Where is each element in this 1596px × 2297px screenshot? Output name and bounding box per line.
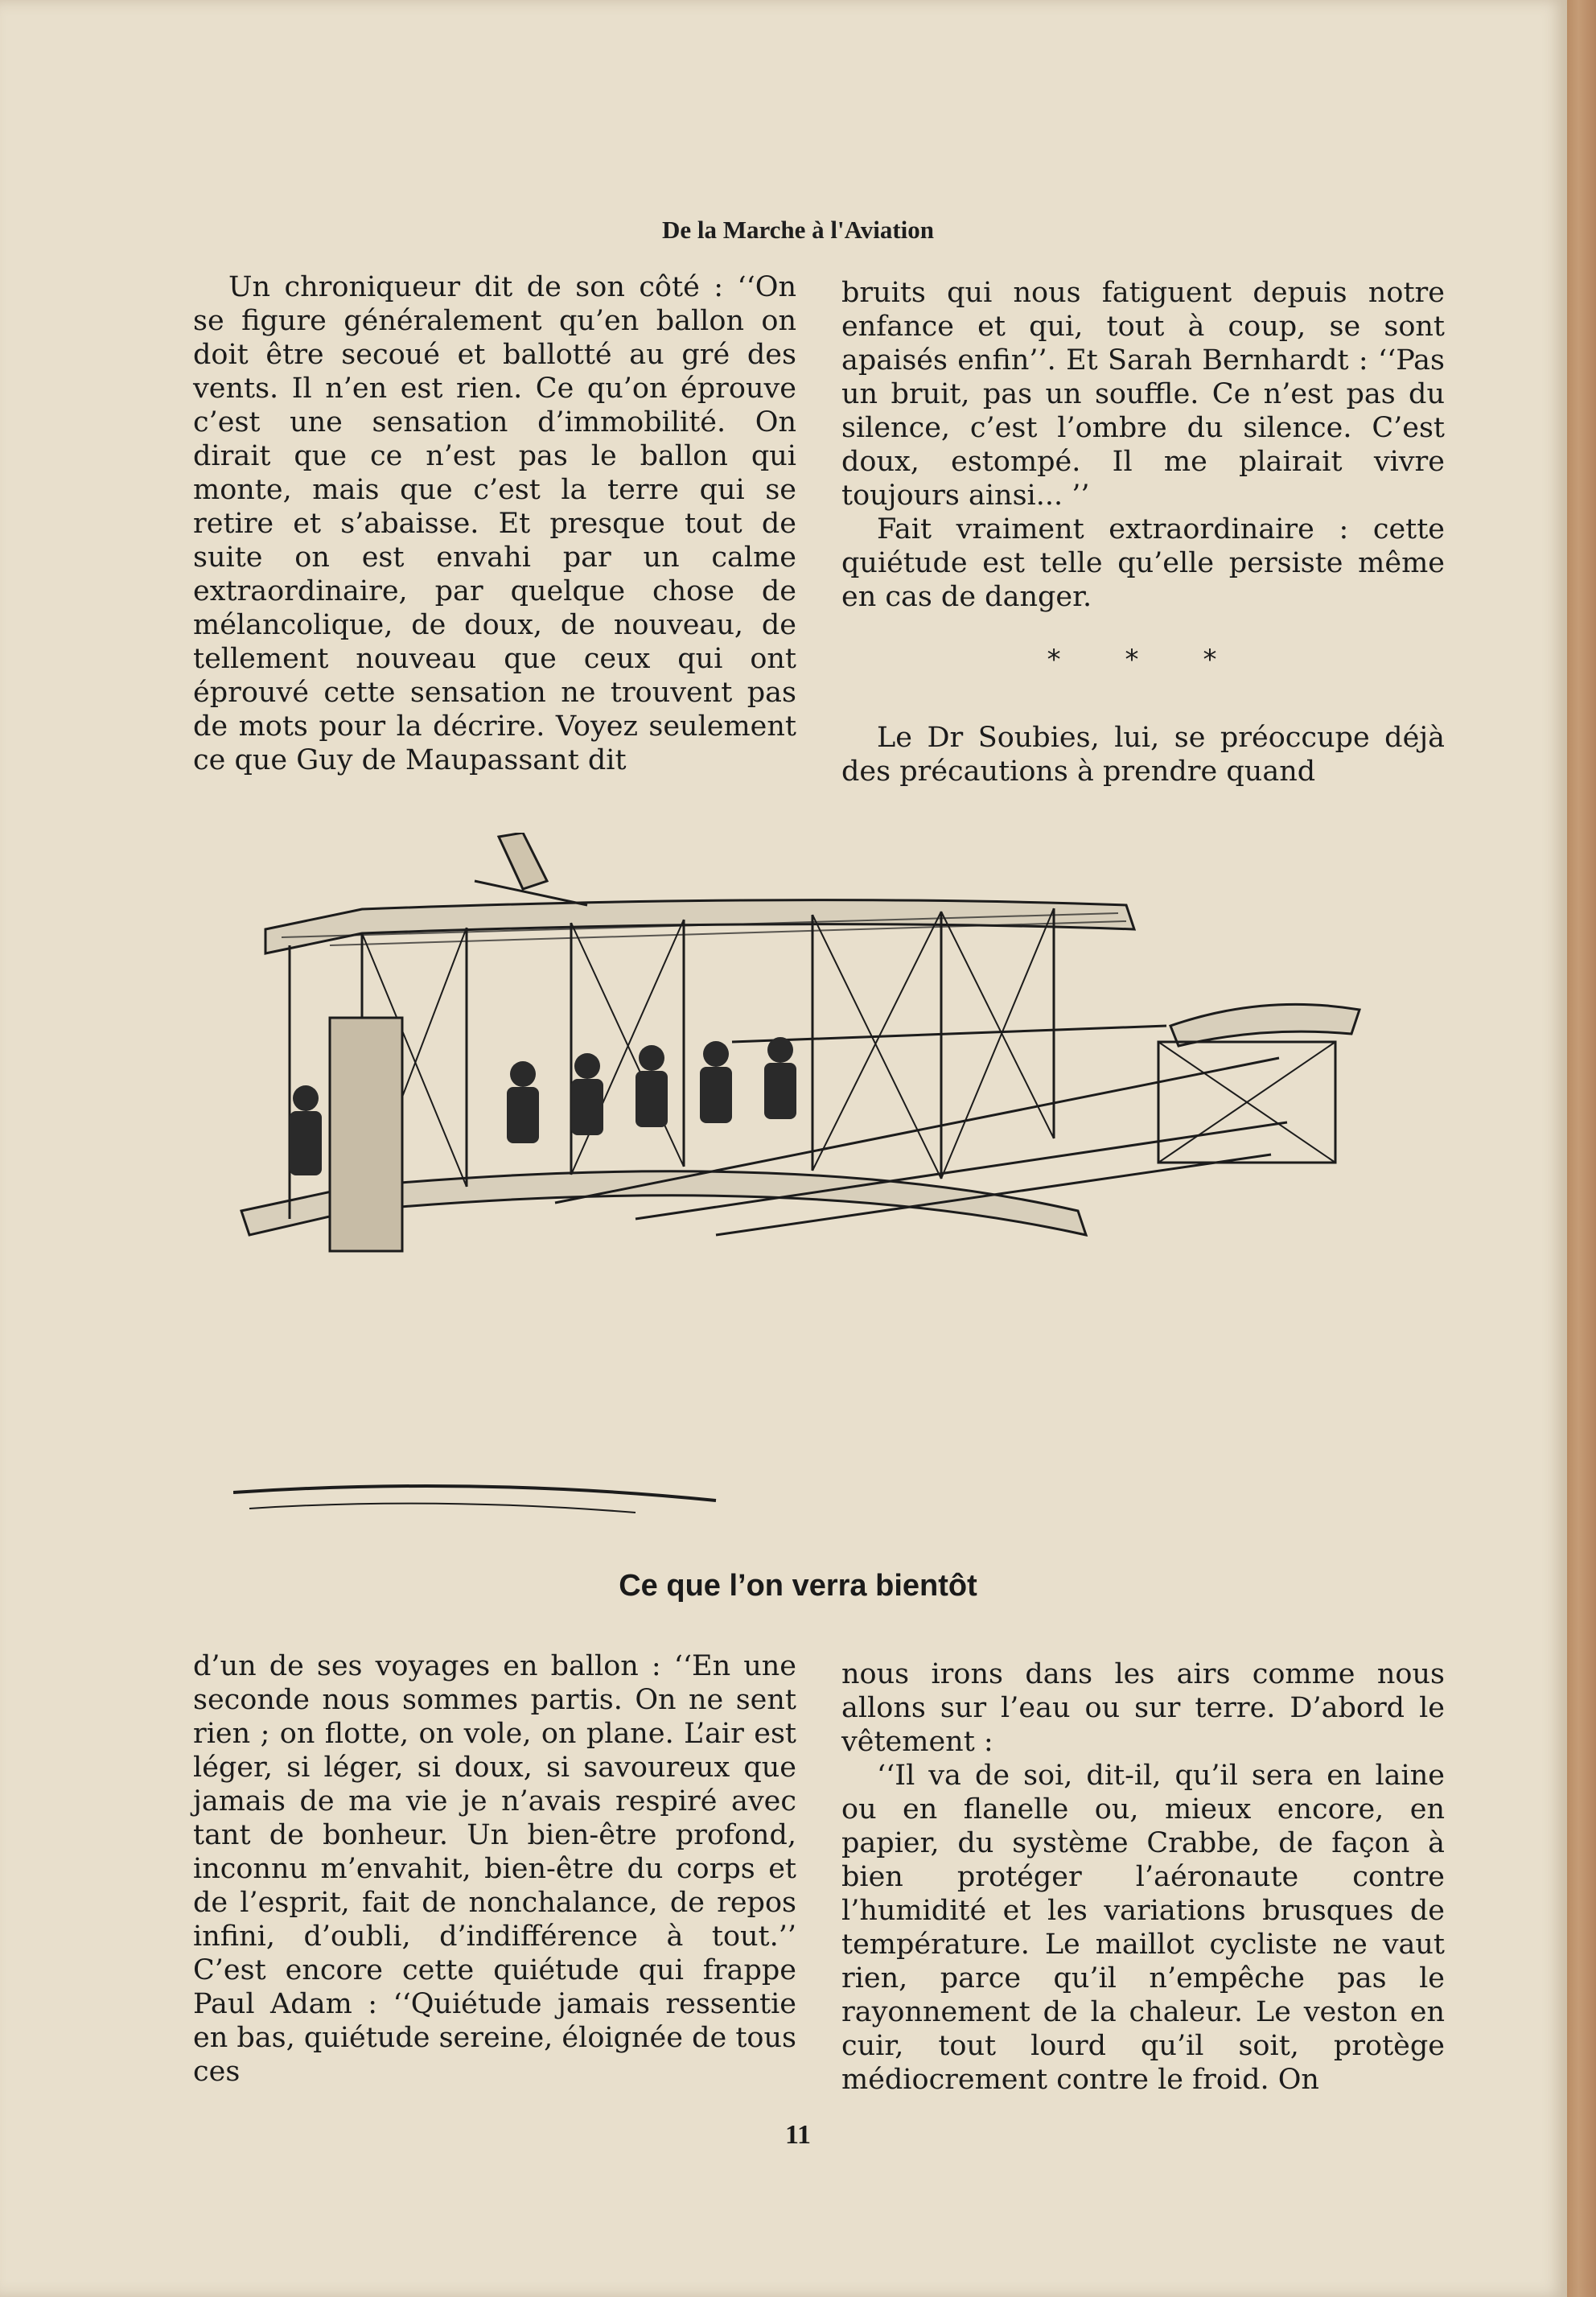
ground-shadow bbox=[233, 1486, 716, 1500]
paragraph: bruits qui nous fatiguent depuis notre enfance et qui, tout à coup, se sont apaisés enfin’’. Et Sarah Bernhardt : ‘‘Pas un bruit, pas un souffle. Ce n’est pas du silence, c’est l’ombre du silence. C’est doux, estompé. Il me plairait vivre toujours ainsi... ’’ bbox=[841, 277, 1445, 512]
paragraph: Un chroniqueur dit de son côté : ‘‘On se figure généralement qu’en ballon on doit être secoué et ballotté au gré des vents. Il n’en est rien. Ce qu’on éprouve c’est une sensation d’immobilité. On dirait que ce n’est pas le ballon qui monte, mais que c’est la terre qui se retire et s’abaisse. Et presque tout de suite on est envahi par un calme extraordinaire, par quelque chose de mélancolique, de doux, de nouveau, de tellement nouveau que ceux qui ont éprouvé cette sensation ne trouvent pas de mots pour la décrire. Voyez seulement ce que Guy de Maupassant dit bbox=[193, 271, 796, 776]
paragraph: ‘‘Il va de soi, dit-il, qu’il sera en laine ou en flanelle ou, mieux encore, en papier, du système Crabbe, de façon à bien protéger l’aéronaute contre l’humidité et les variations brusques de température. Le maillot cycliste ne vaut rien, parce qu’il n’empêche pas le rayonnement de la chaleur. Le veston en cuir, tout lourd qu’il soit, protège médiocrement contre le froid. On bbox=[841, 1760, 1445, 2096]
paragraph: Le Dr Soubies, lui, se préoccupe déjà des précautions à prendre quand bbox=[841, 722, 1445, 788]
running-title: De la Marche à l'Aviation bbox=[661, 216, 935, 244]
section-separator: * * * bbox=[1045, 644, 1241, 676]
figure-caption: Ce que l’on verra bientôt bbox=[619, 1569, 977, 1603]
propeller bbox=[499, 833, 547, 889]
page-number: 11 bbox=[784, 2120, 812, 2150]
column-top-right-continued bbox=[841, 721, 1445, 788]
tail-surface bbox=[1170, 1004, 1359, 1046]
paragraph: nous irons dans les airs comme nous allons sur l’eau ou sur terre. D’abord le vêtement : bbox=[841, 1658, 1445, 1758]
paragraph: Fait vraiment extraordinaire : cette quiétude est telle qu’elle persiste même en cas de danger. bbox=[841, 513, 1445, 613]
biplane-illustration bbox=[233, 833, 1416, 1541]
paragraph: d’un de ses voyages en ballon : ‘‘En une seconde nous sommes partis. On ne sent rien ; on flotte, on vole, on plane. L’air est léger, si léger, si doux, si savoureux que jamais de ma vie je n’avais respiré avec tant de bonheur. Un bien-être profond, inconnu m’envahit, bien-être du corps et de l’esprit, fait de nonchalance, de repos infini, d’oubli, d’indifférence à tout.’’ C’est encore cette quiétude qui frappe Paul Adam : ‘‘Quiétude jamais ressentie en bas, quiétude sereine, éloignée de tous ces bbox=[193, 1650, 796, 2088]
column-top-left bbox=[193, 270, 796, 777]
column-bottom-left bbox=[193, 1649, 796, 2089]
engine bbox=[330, 1018, 402, 1251]
page-edge bbox=[1567, 0, 1596, 2297]
column-top-right bbox=[841, 276, 1445, 614]
upper-wing bbox=[265, 900, 1134, 953]
column-bottom-right bbox=[841, 1657, 1445, 2097]
